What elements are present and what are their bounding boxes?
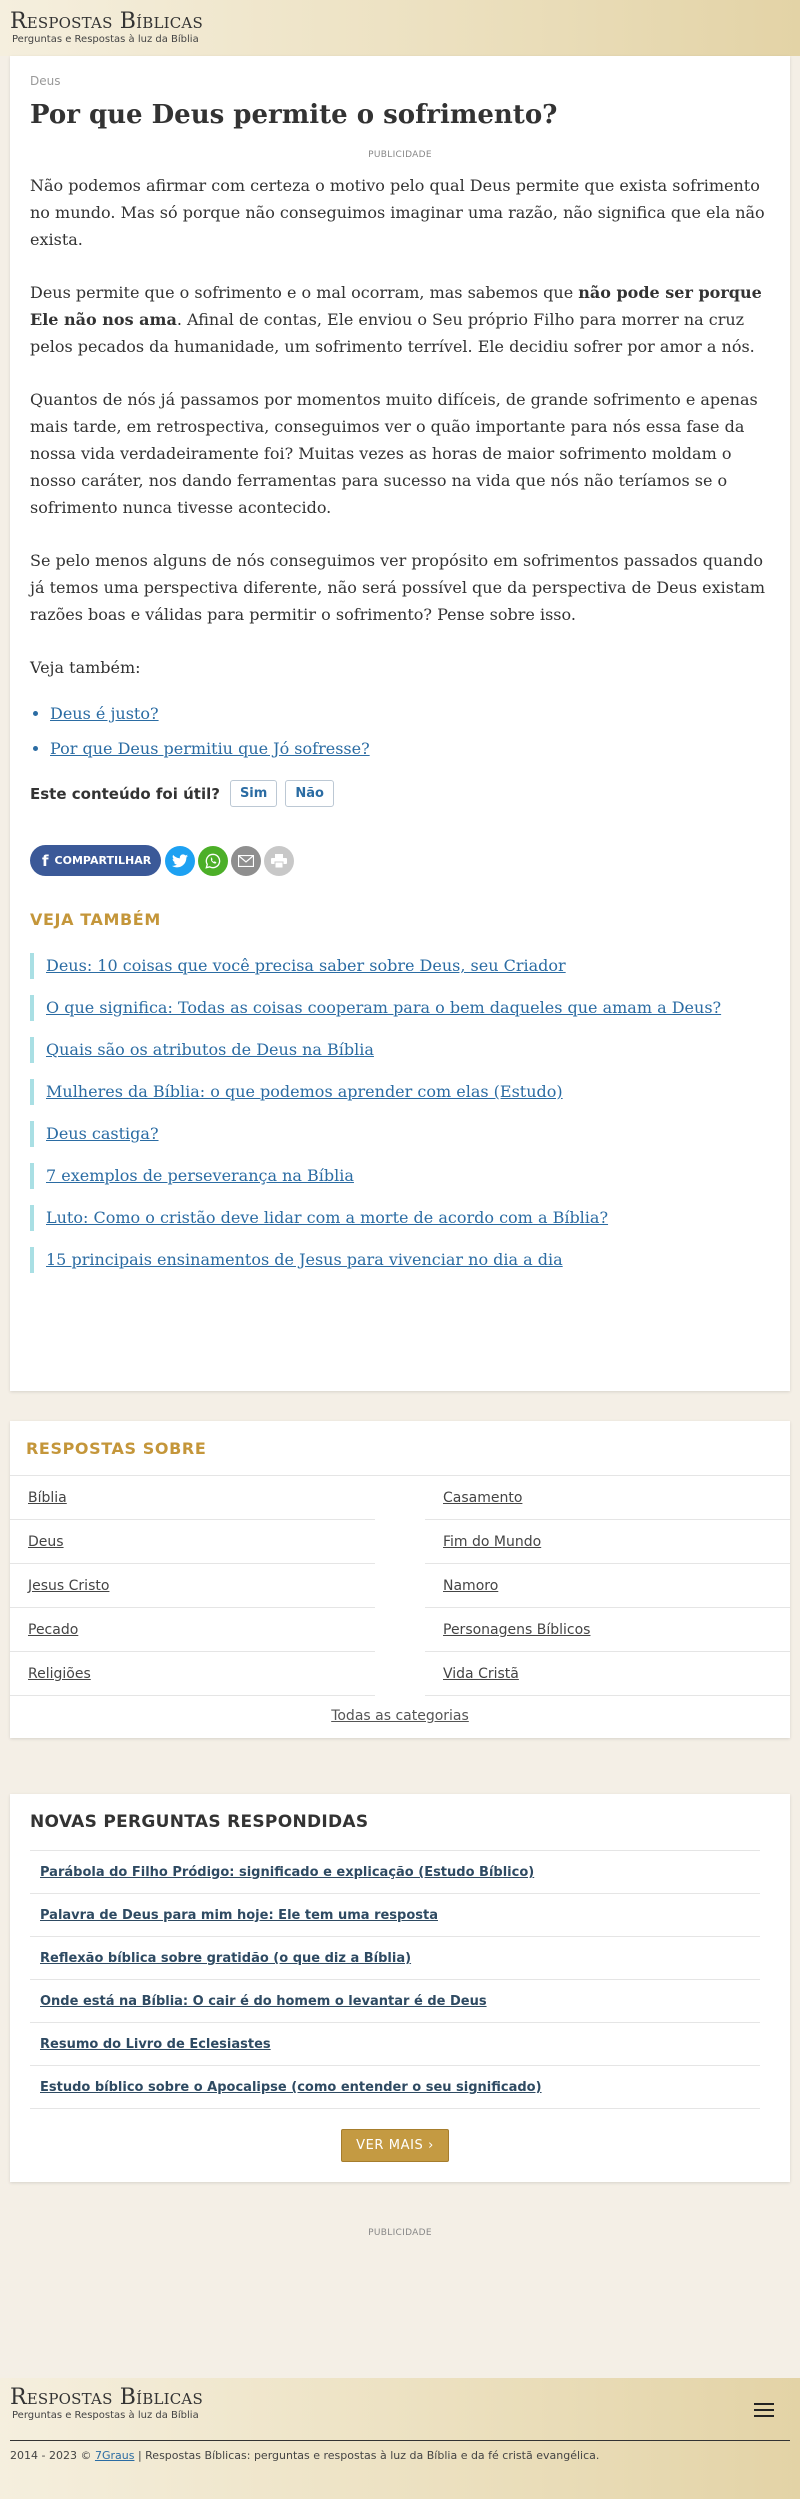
email-share-button[interactable] [231, 846, 261, 876]
site-logo-title[interactable]: Respostas Bíblicas [10, 9, 203, 34]
question-link[interactable]: Parábola do Filho Pródigo: significado e explicação (Estudo Bíblico) [40, 1865, 535, 1880]
copyright-text-b: | Respostas Bíblicas: perguntas e respostas à luz da Bíblia e da fé cristã evangélica. [134, 2449, 600, 2462]
envelope-icon [238, 855, 254, 867]
list-item [30, 1163, 770, 1189]
all-categories-link[interactable]: Todas as categorias [331, 1708, 469, 1724]
related-list [30, 703, 770, 760]
ad-label: PUBLICIDADE [368, 150, 432, 160]
feedback-yes-button[interactable]: Sim [230, 780, 277, 807]
list-item [30, 953, 770, 979]
category-link-personagens-biblicos[interactable]: Personagens Bíblicos [425, 1608, 790, 1652]
list-item [30, 1205, 770, 1231]
footer-logo-subtitle: Perguntas e Respostas à luz da Bíblia [12, 2410, 199, 2421]
all-categories-row [10, 1696, 790, 1738]
feedback-question: Este conteúdo foi útil? [30, 784, 220, 803]
paragraph-2-text-a: Deus permite que o sofrimento e o mal ocorram, mas sabemos que [30, 283, 579, 302]
twitter-share-button[interactable] [165, 846, 195, 876]
facebook-share-button[interactable] [30, 845, 161, 876]
facebook-share-label: COMPARTILHAR [54, 854, 152, 867]
feedback-widget [30, 780, 770, 807]
veja-tambem-link[interactable]: Deus: 10 coisas que você precisa saber sobre Deus, seu Criador [46, 956, 566, 975]
category-link-pecado[interactable]: Pecado [10, 1608, 375, 1652]
facebook-icon: f [42, 851, 49, 870]
article-paragraph-4: Se pelo menos alguns de nós conseguimos ver propósito em sofrimentos passados quando já temos uma perspectiva diferente, não será possível que da perspectiva de Deus existam razões boas e válidas para permitir o sofrimento? Pense sobre isso. [30, 551, 766, 624]
see-more-button[interactable]: VER MAIS › [341, 2129, 449, 2162]
related-link[interactable]: Deus é justo? [50, 704, 159, 723]
categories-card [10, 1421, 790, 1738]
article-card [10, 56, 790, 1391]
list-item [30, 2023, 760, 2066]
question-link[interactable]: Onde está na Bíblia: O cair é do homem o levantar é de Deus [40, 1994, 487, 2009]
footer-divider [10, 2440, 790, 2441]
feedback-no-button[interactable]: Não [285, 780, 334, 807]
category-link-religioes[interactable]: Religiões [10, 1652, 375, 1696]
footer-copyright [10, 2449, 790, 2462]
printer-icon [271, 854, 287, 868]
footer-logo-title: Respostas Bíblicas [10, 2385, 203, 2410]
veja-tambem-link[interactable]: Deus castiga? [46, 1124, 159, 1143]
copyright-link[interactable]: 7Graus [94, 2449, 135, 2462]
new-questions-card [10, 1794, 790, 2182]
category-link-vida-crista[interactable]: Vida Cristã [425, 1652, 790, 1696]
list-item [30, 1079, 770, 1105]
bottom-ad-label: PUBLICIDADE [368, 2228, 432, 2238]
list-item [30, 1121, 770, 1147]
copyright-text-a: 2014 - 2023 © [10, 2449, 95, 2462]
menu-icon-bar [754, 2409, 774, 2411]
whatsapp-share-button[interactable] [198, 846, 228, 876]
article-paragraph-3: Quantos de nós já passamos por momentos muito difíceis, de grande sofrimento e apenas mais tarde, em retrospectiva, conseguimos ver o quão importante para nós essa fase da nossa vida verdadeiramente foi? Muitas vezes as horas de maior sofrimento moldam o nosso caráter, nos dando ferramentas para sucesso na vida que nós não teríamos se o sofrimento nunca tivesse acontecido. [30, 390, 758, 517]
category-link-fim-do-mundo[interactable]: Fim do Mundo [425, 1520, 790, 1564]
footer-top [10, 2386, 790, 2422]
new-questions-title: NOVAS PERGUNTAS RESPONDIDAS [30, 1812, 760, 1851]
question-link[interactable]: Resumo do Livro de Eclesiastes [40, 2037, 271, 2052]
veja-tambem-title: VEJA TAMBÉM [30, 910, 161, 929]
category-link-namoro[interactable]: Namoro [425, 1564, 790, 1608]
print-button[interactable] [264, 846, 294, 876]
list-item [30, 1851, 760, 1894]
paragraph-2-text-b: . Afinal de contas, Ele enviou o Seu próprio Filho para morrer na cruz pelos pecados da humanidade, um sofrimento terrível. Ele decidiu sofrer por amor a nós. [30, 310, 755, 356]
question-link[interactable]: Estudo bíblico sobre o Apocalipse (como entender o seu significado) [40, 2080, 542, 2095]
question-link[interactable]: Palavra de Deus para mim hoje: Ele tem uma resposta [40, 1908, 438, 1923]
list-item [30, 1894, 760, 1937]
menu-icon[interactable] [754, 2403, 774, 2419]
list-item [30, 1937, 760, 1980]
article-paragraph-2 [30, 279, 770, 360]
paragraph-2-bold: não pode ser porque Ele não nos ama [30, 283, 762, 329]
veja-tambem-link[interactable]: 7 exemplos de perseverança na Bíblia [46, 1166, 354, 1185]
list-item [30, 1247, 770, 1273]
site-logo-subtitle: Perguntas e Respostas à luz da Bíblia [12, 34, 199, 45]
veja-tambem-link[interactable]: Luto: Como o cristão deve lidar com a morte de acordo com a Bíblia? [46, 1208, 609, 1227]
categories-title: RESPOSTAS SOBRE [10, 1421, 790, 1476]
article-paragraph-1: Não podemos afirmar com certeza o motivo pelo qual Deus permite que exista sofrimento no mundo. Mas só porque não conseguimos imaginar uma razão, não significa que ela não exista. [30, 176, 765, 249]
related-link[interactable]: Por que Deus permitiu que Jó sofresse? [50, 739, 370, 758]
breadcrumb-category[interactable]: Deus [30, 74, 61, 88]
veja-tambem-link[interactable]: 15 principais ensinamentos de Jesus para vivenciar no dia a dia [46, 1250, 563, 1269]
category-link-biblia[interactable]: Bíblia [10, 1476, 375, 1520]
veja-tambem-link[interactable]: Quais são os atributos de Deus na Bíblia [46, 1040, 374, 1059]
site-footer [0, 2378, 800, 2499]
see-also-label: Veja também: [30, 658, 141, 677]
twitter-icon [172, 854, 188, 868]
page-title: Por que Deus permite o sofrimento? [30, 100, 558, 130]
veja-tambem-list [30, 953, 770, 1273]
list-item [50, 738, 770, 760]
whatsapp-icon [205, 853, 221, 869]
list-item [30, 1980, 760, 2023]
veja-tambem-link[interactable]: O que significa: Todas as coisas cooperam para o bem daqueles que amam a Deus? [46, 998, 722, 1017]
more-wrap [30, 2129, 760, 2162]
category-link-casamento[interactable]: Casamento [425, 1476, 790, 1520]
list-item [30, 2066, 760, 2109]
menu-icon-bar [754, 2415, 774, 2417]
list-item [30, 995, 770, 1021]
question-link[interactable]: Reflexão bíblica sobre gratidão (o que diz a Bíblia) [40, 1951, 412, 1966]
share-bar [30, 845, 770, 876]
veja-tambem-link[interactable]: Mulheres da Bíblia: o que podemos aprender com elas (Estudo) [46, 1082, 563, 1101]
menu-icon-bar [754, 2403, 774, 2405]
footer-logo[interactable] [10, 2386, 203, 2422]
list-item [50, 703, 770, 725]
category-link-jesus-cristo[interactable]: Jesus Cristo [10, 1564, 375, 1608]
site-header [0, 0, 800, 56]
category-link-deus[interactable]: Deus [10, 1520, 375, 1564]
list-item [30, 1037, 770, 1063]
categories-grid [10, 1476, 790, 1696]
